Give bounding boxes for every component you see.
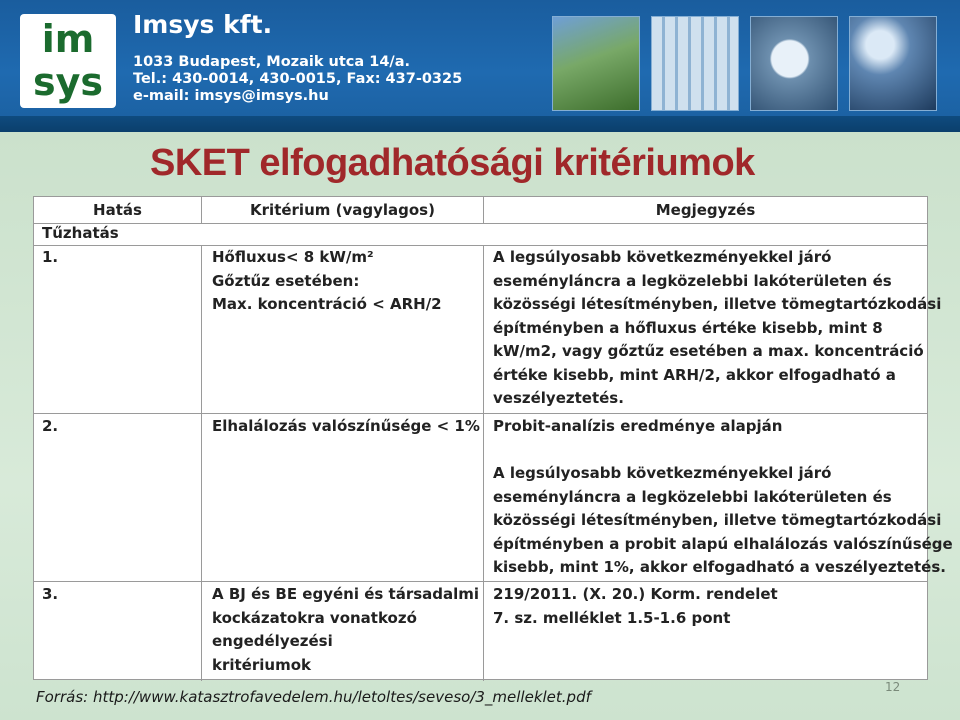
row-2-note-line: építményben a probit alapú elhalálozás valószínűsége (493, 534, 953, 553)
imsys-logo (20, 14, 116, 108)
company-address: 1033 Budapest, Mozaik utca 14/a. (133, 54, 411, 70)
col-divider-2b (483, 245, 484, 681)
row-divider-2 (34, 581, 927, 582)
section-tuzhatas: Tűzhatás (42, 224, 119, 242)
row-1-criterion-line: Hőfluxus< 8 kW/m² (212, 248, 374, 266)
header-megjegyzes: Megjegyzés (655, 201, 756, 219)
row-3-criterion-line: kockázatokra vonatkozó (212, 608, 417, 627)
row-2-criterion (212, 415, 480, 439)
row-2-criterion-line: Elhalálozás valószínűsége < 1% (212, 417, 480, 435)
row-3-criterion-line: A BJ és BE egyéni és társadalmi (212, 585, 480, 603)
company-email: e-mail: imsys@imsys.hu (133, 88, 329, 104)
row-1-criterion-line: Gőztűz esetében: (212, 271, 360, 290)
row-3-note-line: 7. sz. melléklet 1.5-1.6 pont (493, 608, 731, 627)
row-1-note-line: közösségi létesítményben, illetve tömegtartózkodási (493, 295, 942, 313)
row-divider-1 (34, 413, 927, 414)
row-1-criterion (212, 246, 442, 317)
header-hatas: Hatás (93, 201, 142, 219)
row-2-note-line: kisebb, mint 1%, akkor elfogadható a veszélyeztetés. (493, 558, 946, 576)
row-2-note-gap (493, 439, 953, 463)
source-link[interactable]: Forrás: http://www.katasztrofavedelem.hu/letoltes/seveso/3_melleklet.pdf (36, 688, 591, 706)
trees-photo (552, 16, 640, 111)
company-name: Imsys kft. (133, 10, 273, 39)
worker-photo (849, 16, 937, 111)
row-1-note-line: A legsúlyosabb következményekkel járó (493, 248, 832, 266)
row-2-note-line: A legsúlyosabb következményekkel járó (493, 464, 832, 482)
logo-top-text: im (41, 17, 95, 61)
row-divider-header (34, 223, 927, 224)
company-phone: Tel.: 430-0014, 430-0015, Fax: 437-0325 (133, 71, 463, 87)
row-3-criterion (212, 583, 479, 677)
row-1-criterion-line: Max. koncentráció < ARH/2 (212, 295, 442, 313)
header-banner (0, 0, 960, 132)
row-3-criterion-line: kritériumok (212, 655, 311, 674)
criteria-table (33, 196, 953, 680)
row-3-criterion-line: engedélyezési (212, 632, 333, 650)
row-2-number: 2. (42, 417, 59, 435)
row-1-number: 1. (42, 248, 59, 266)
col-divider-1b (201, 245, 202, 681)
logo-bottom-text: sys (32, 60, 103, 104)
microscope-photo (750, 16, 838, 111)
row-2-note-first: Probit-analízis eredménye alapján (493, 417, 783, 435)
row-2-note-line: közösségi létesítményben, illetve tömegtartózkodási (493, 511, 942, 529)
row-3-number: 3. (42, 585, 59, 603)
page-number: 12 (885, 680, 901, 694)
row-1-note-line: kW/m2, vagy gőztűz esetében a max. koncentráció (493, 342, 924, 360)
header-kriterium: Kritérium (vagylagos) (250, 201, 435, 219)
row-1-note-line: eseményláncra a legközelebbi lakóterületen és (493, 271, 892, 290)
slide-title: SKET elfogadhatósági kritériumok (150, 142, 755, 184)
row-3-note (493, 583, 778, 630)
row-1-note (493, 246, 941, 411)
row-1-note-line: építményben a hőfluxus értéke kisebb, mint 8 (493, 318, 883, 337)
row-1-note-line: értéke kisebb, mint ARH/2, akkor elfogadható a (493, 365, 896, 384)
keyboard-photo (651, 16, 739, 111)
row-2-note (493, 415, 953, 580)
row-2-note-line: eseményláncra a legközelebbi lakóterületen és (493, 487, 892, 506)
row-1-note-line: veszélyeztetés. (493, 389, 624, 407)
header-divider (0, 116, 960, 132)
row-3-note-line: 219/2011. (X. 20.) Korm. rendelet (493, 585, 778, 603)
